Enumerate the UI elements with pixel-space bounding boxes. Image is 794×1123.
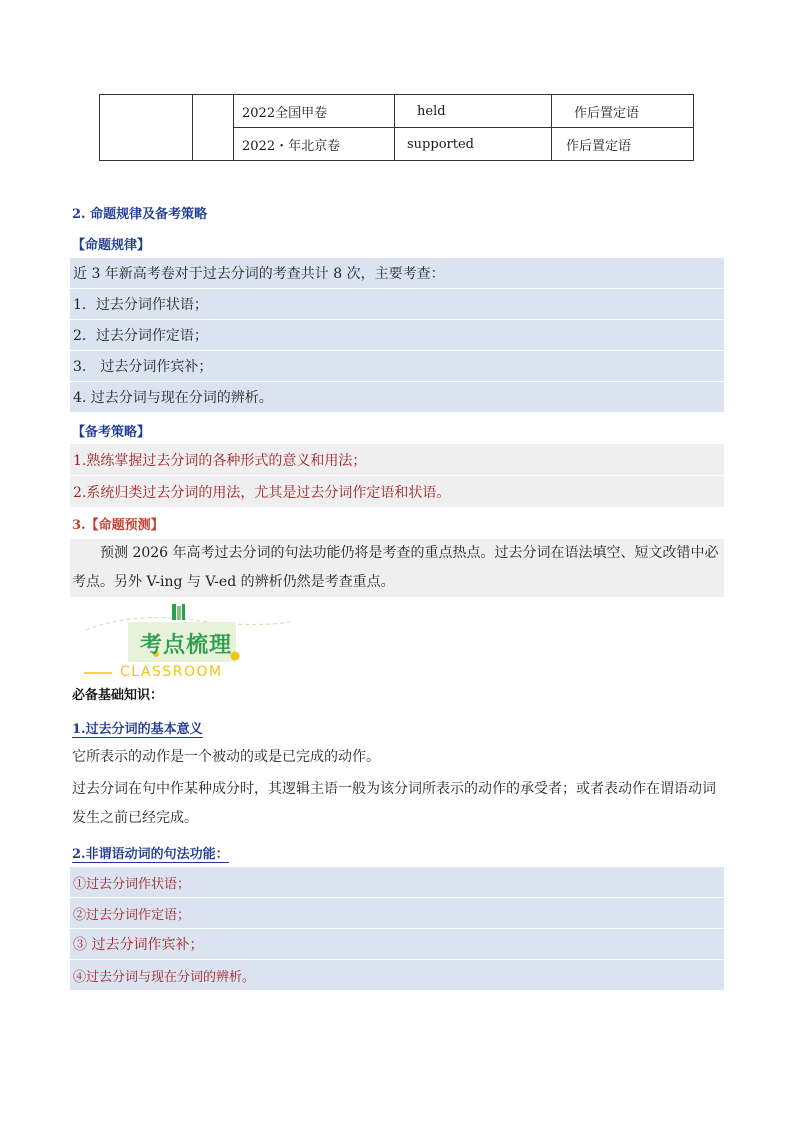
table-cell-usage: 作后置定语 <box>552 128 694 161</box>
table-cell-source: 2022・年北京卷 <box>234 128 395 161</box>
function-line: ③ 过去分词作宾补； <box>70 929 724 960</box>
forecast-paragraph: 预测 2026 年高考过去分词的句法功能仍将是考查的重点热点。过去分词在语法填空、短文改错中必考点。另外 V-ing 与 V-ed 的辨析仍然是考查重点。 <box>70 539 724 597</box>
knowledge-heading: 必备基础知识： <box>72 688 164 703</box>
rules-heading: 【命题规律】 <box>72 238 151 253</box>
table-cell-empty <box>100 95 193 161</box>
rule-line: 3. 过去分词作宾补； <box>70 351 724 382</box>
strategy-line: 1.熟练掌握过去分词的各种形式的意义和用法； <box>70 444 724 476</box>
basic-meaning-title <box>72 718 203 737</box>
basic-meaning-title-text: 1.过去分词的基本意义 <box>72 722 203 737</box>
book-icon <box>172 604 176 620</box>
banner-subtitle: CLASSROOM <box>120 664 223 680</box>
table-cell-usage: 作后置定语 <box>552 95 694 128</box>
section-banner <box>72 600 292 682</box>
banner-title: 考点梳理 <box>140 633 233 658</box>
function-title <box>72 843 229 862</box>
strategy-line: 2.系统归类过去分词的用法，尤其是过去分词作定语和状语。 <box>70 476 724 508</box>
table-cell-empty <box>193 95 234 161</box>
table-row <box>100 95 694 128</box>
function-line: ②过去分词作定语； <box>70 898 724 929</box>
rule-line: 1．过去分词作状语； <box>70 289 724 320</box>
table-cell-word: supported <box>395 128 552 161</box>
table-cell-source: 2022全国甲卷 <box>234 95 395 128</box>
basic-line: 它所表示的动作是一个被动的或是已完成的动作。 <box>72 749 380 765</box>
forecast-title: 3.【命题预测】 <box>72 518 164 533</box>
book-icon <box>177 606 181 620</box>
function-line: ④过去分词与现在分词的辨析。 <box>70 960 724 991</box>
table-cell-word: held <box>395 95 552 128</box>
rule-line: 2．过去分词作定语； <box>70 320 724 351</box>
section-title: 2. 命题规律及备考策略 <box>72 207 208 222</box>
rule-line: 近 3 年新高考卷对于过去分词的考查共计 8 次，主要考查： <box>70 258 724 289</box>
function-title-text: 2.非谓语动词的句法功能： <box>72 847 229 862</box>
book-icon <box>182 604 185 620</box>
strategy-heading: 【备考策略】 <box>72 425 151 440</box>
exam-table <box>99 94 694 161</box>
rule-line: 4. 过去分词与现在分词的辨析。 <box>70 382 724 413</box>
basic-line: 过去分词在句中作某种成分时，其逻辑主语一般为该分词所表示的动作的承受者；或者表动作在谓语动词发生之前已经完成。 <box>72 781 716 826</box>
function-line: ①过去分词作状语； <box>70 867 724 898</box>
